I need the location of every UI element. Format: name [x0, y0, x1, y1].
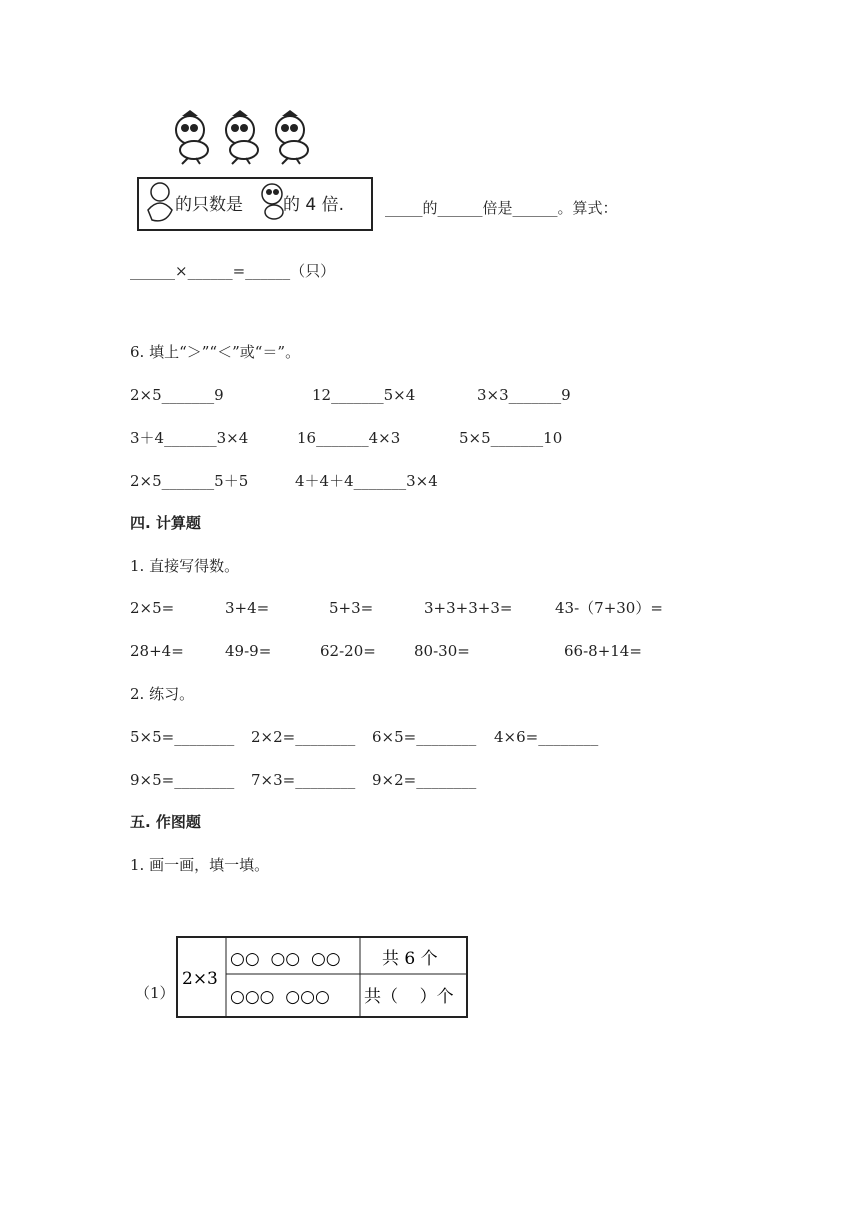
table-row1-result: 共 6 个 [382, 949, 438, 969]
practice-item: 5×5=________ [130, 728, 235, 746]
section5-title: 五. 作图题 [130, 813, 201, 831]
item-label: （1） [135, 984, 175, 1002]
caption-part2: 的 4 倍. [283, 195, 345, 215]
q5-line1: _____的______倍是______。算式： [385, 199, 618, 217]
q6-item: 5×5_______10 [459, 429, 563, 447]
calc-item: 66-8+14= [564, 642, 642, 660]
chick-icon [276, 110, 308, 164]
q6-item: 3×3_______9 [477, 386, 571, 404]
calc-item: 3+3+3+3= [424, 599, 513, 617]
table-row1-circles: ○○ ○○ ○○ [230, 949, 341, 969]
draw-table [176, 936, 470, 1020]
calc-item: 43-（7+30）= [555, 599, 663, 617]
calc-item: 80-30= [414, 642, 470, 660]
calc-item: 5+3= [329, 599, 374, 617]
table-row2-circles: ○○○ ○○○ [230, 987, 330, 1007]
calc-item: 62-20= [320, 642, 376, 660]
chick-icon [176, 110, 208, 164]
calc-item: 28+4= [130, 642, 184, 660]
calc-item: 49-9= [225, 642, 272, 660]
practice-item: 4×6=________ [494, 728, 599, 746]
q6-item: 3＋4_______3×4 [130, 429, 249, 447]
table-row2-result: 共（ ）个 [364, 987, 454, 1007]
practice-item: 2×2=________ [251, 728, 356, 746]
practice-item: 7×3=________ [251, 771, 356, 789]
table-left-label: 2×3 [182, 969, 218, 989]
calc-item: 3+4= [225, 599, 270, 617]
q6-item: 2×5_______9 [130, 386, 224, 404]
q6-item: 2×5_______5＋5 [130, 472, 249, 490]
section4-q2-title: 2. 练习。 [130, 685, 195, 703]
caption-part1: 的只数是 [175, 195, 243, 215]
section5-q1-title: 1. 画一画，填一填。 [130, 856, 270, 874]
section4-q1-title: 1. 直接写得数。 [130, 557, 240, 575]
q6-item: 12_______5×4 [312, 386, 416, 404]
q6-item: 4＋4＋4_______3×4 [295, 472, 438, 490]
chick-icon [226, 110, 258, 164]
section4-title: 四. 计算题 [130, 514, 201, 532]
calc-item: 2×5= [130, 599, 175, 617]
q6-title: 6. 填上“＞”“＜”或“＝”。 [130, 343, 301, 361]
q5-line2: ______×______=______（只） [130, 262, 336, 280]
q6-item: 16_______4×3 [297, 429, 401, 447]
practice-item: 9×2=________ [372, 771, 477, 789]
practice-item: 9×5=________ [130, 771, 235, 789]
practice-item: 6×5=________ [372, 728, 477, 746]
